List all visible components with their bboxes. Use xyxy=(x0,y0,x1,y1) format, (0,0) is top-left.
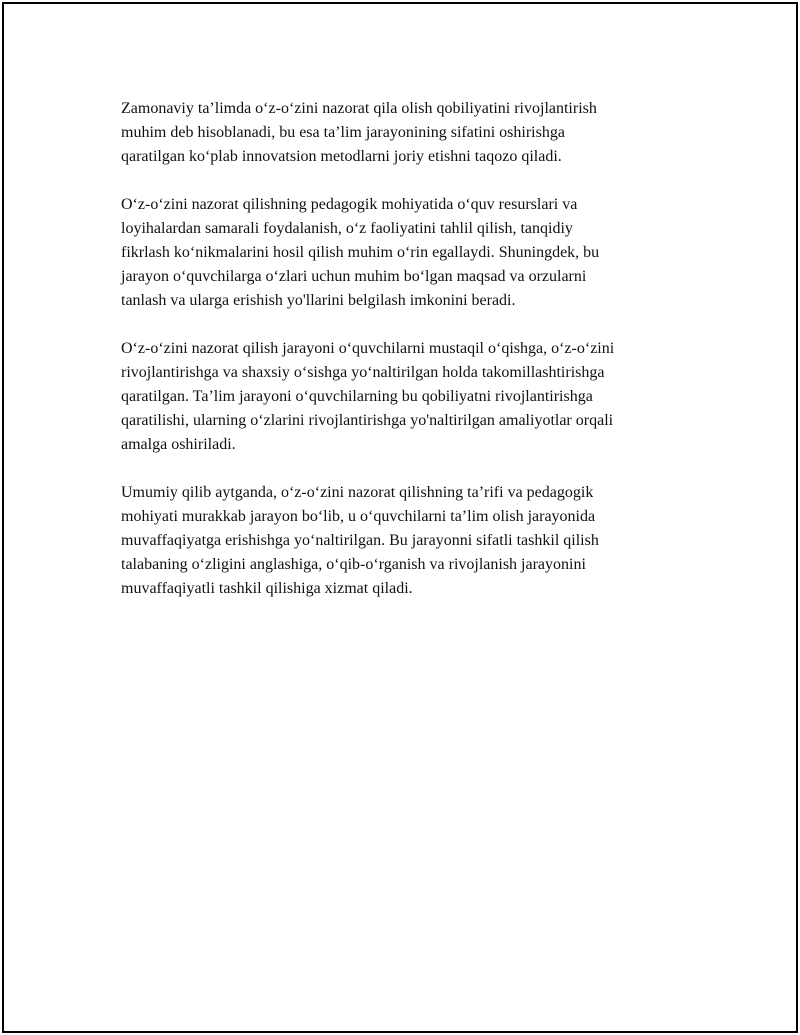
paragraph-1: Zamonaviy ta’limda o‘z-o‘zini nazorat qila olish qobiliyatini rivojlantirish muhim deb hisoblanadi, bu esa ta’lim jarayonining sifatini oshirishga qaratilgan ko‘plab innovatsion metodlarni joriy etishni taqozo qiladi. xyxy=(121,100,597,165)
document-body xyxy=(121,97,701,625)
document-page xyxy=(2,2,798,1033)
paragraph-2: O‘z-o‘zini nazorat qilishning pedagogik mohiyatida o‘quv resurslari va loyihalardan samarali foydalanish, o‘z faoliyatini tahlil qilish, tanqidiy fikrlash ko‘nikmalarini hosil qilish muhim o‘rin egallaydi. Shuningdek, bu jarayon o‘quvchilarga o‘zlari uchun muhim bo‘lgan maqsad va orzularni tanlash va ularga erishish yo'llarini belgilash imkonini beradi. xyxy=(121,196,600,309)
paragraph-4: Umumiy qilib aytganda, o‘z-o‘zini nazorat qilishning ta’rifi va pedagogik mohiyati murakkab jarayon bo‘lib, u o‘quvchilarni ta’lim olish jarayonida muvaffaqiyatga erishishga yo‘naltirilgan. Bu jarayonni sifatli tashkil qilish talabaning o‘zligini anglashiga, o‘qib-o‘rganish va rivojlanish jarayonini muvaffaqiyatli tashkil qilishiga xizmat qiladi. xyxy=(121,484,599,597)
paragraph-3: O‘z-o‘zini nazorat qilish jarayoni o‘quvchilarni mustaqil o‘qishga, o‘z-o‘zini rivojlantirishga va shaxsiy o‘sishga yo‘naltirilgan holda takomillashtirishga qaratilgan. Ta’lim jarayoni o‘quvchilarning bu qobiliyatni rivojlantirishga qaratilishi, ularning o‘zlarini rivojlantirishga yo'naltirilgan amaliyotlar orqali amalga oshiriladi. xyxy=(121,340,615,453)
